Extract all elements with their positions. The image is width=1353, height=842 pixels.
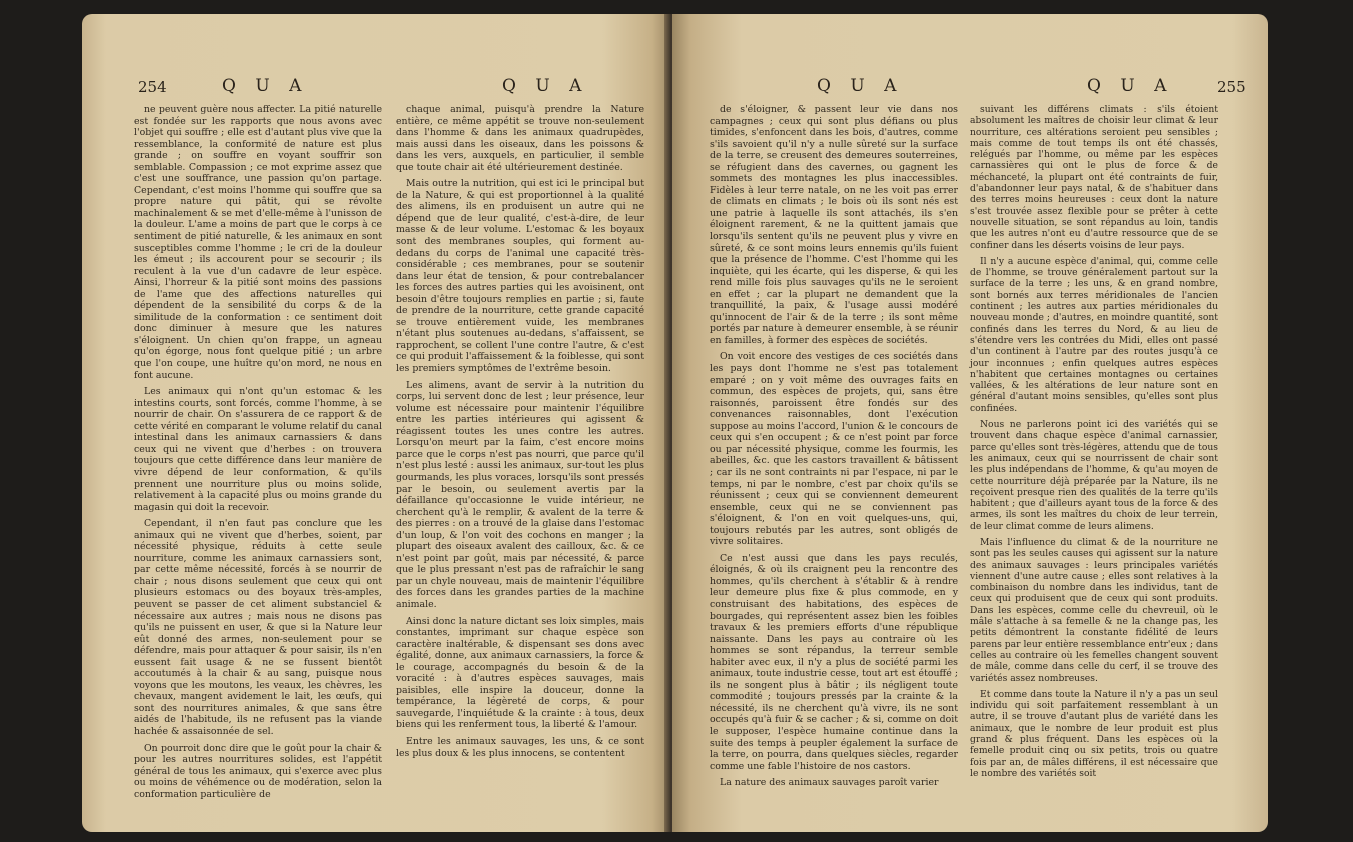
paragraph: chaque animal, puisqu'à prendre la Nature entière, ce même appétit se trouve non-seulement dans l'homme & dans les animaux quadrupèdes, mais aussi dans les oiseaux, dans les poissons & dans les vers, auxquels, en particulier, il semble que toute chair ait été ultérieurement destinée.: [396, 104, 644, 173]
running-head: Q U A: [1087, 76, 1174, 96]
paragraph: On voit encore des vestiges de ces sociétés dans les pays dont l'homme ne s'est pas totalement emparé ; on y voit même des ouvrages faits en commun, des espèces de projets, qui, sans être raisonnés, paroissent être fondés sur des convenances raisonnables, dont l'exécution suppose au moins l'accord, l'union & le concours de ceux qui s'en occupent ; & ce n'est point par force ou par nécessité physique, comme les fourmis, les abeilles, &c. que les castors travaillent & bâtissent ; car ils ne sont contraints ni par l'espace, ni par le temps, ni par le nombre, c'est par choix qu'ils se réunissent ; ceux qui se conviennent demeurent ensemble, ceux qui ne se conviennent pas s'éloignent, & l'on en voit quelques-uns, qui, toujours rebutés par les autres, sont obligés de vivre solitaires.: [710, 351, 958, 548]
paragraph: de s'éloigner, & passent leur vie dans nos campagnes ; ceux qui sont plus défians ou plus timides, s'enfoncent dans les bois, d'autres, comme s'ils savoient qu'il n'y a nulle sûreté sur la surface de la terre, se creusent des demeures souterreines, se réfugient dans des cavernes, ou gagnent les sommets des montagnes les plus inaccessibles. Fidèles à leur terre natale, on ne les voit pas errer de climats en climats ; le bois où ils sont nés est une patrie à laquelle ils sont attachés, ils s'en éloignent rarement, & ne la quittent jamais que lorsqu'ils sentent qu'ils ne peuvent plus y vivre en sûreté, & ce sont moins leurs ennemis qu'ils fuient que la présence de l'homme. C'est l'homme qui les inquiète, qui les écarte, qui les disperse, & qui les rend mille fois plus sauvages qu'ils ne le seroient en effet ; car la plupart ne demandent que la tranquillité, la paix, & l'usage aussi modéré qu'innocent de l'air & de la terre ; ils sont même portés par nature à demeurer ensemble, à se réunir en familles, à former des espèces de sociétés.: [710, 104, 958, 346]
text-column-right-a: [710, 104, 958, 789]
left-page: [82, 14, 670, 832]
paragraph: Cependant, il n'en faut pas conclure que les animaux qui ne vivent que d'herbes, soient, par nécessité physique, réduits à cette seule nourriture, comme les animaux carnassiers sont, par cette même nécessité, forcés à se nourrir de chair ; nous disons seulement que ceux qui ont plusieurs estomacs ou des boyaux très-amples, peuvent se passer de cet aliment substanciel & nécessaire aux autres ; mais nous ne disons pas qu'ils ne puissent en user, & que si la Nature leur eût donné des armes, non-seulement pour se défendre, mais pour attaquer & pour saisir, ils n'en eussent fait usage & ne se fussent bientôt accoutumés à la chair & au sang, puisque nous voyons que les moutons, les veaux, les chèvres, les chevaux, mangent avidement le lait, les œufs, qui sont des nourritures animales, & que sans être aidés de l'habitude, ils ne refusent pas la viande hachée & assaisonnée de sel.: [134, 518, 382, 737]
text-column-right-b: [970, 104, 1218, 779]
paragraph: Et comme dans toute la Nature il n'y a pas un seul individu qui soit parfaitement ressemblant à un autre, il se trouve d'autant plus de variété dans les animaux, que le nombre de leur produit est plus grand & plus fréquent. Dans les espèces où la femelle produit cinq ou six petits, trois ou quatre fois par an, de mâles différens, il est nécessaire que le nombre des variétés soit: [970, 688, 1218, 779]
paragraph: Les animaux qui n'ont qu'un estomac & les intestins courts, sont forcés, comme l'homme, à se nourrir de chair. On s'assurera de ce rapport & de cette vérité en comparant le volume relatif du canal intestinal dans les animaux carnassiers & dans ceux qui ne vivent que d'herbes : on trouvera toujours que cette différence dans leur manière de vivre dépend de leur conformation, & qu'ils prennent une nourriture plus ou moins solide, relativement à la capacité plus ou moins grande du magasin qui doit la recevoir.: [134, 386, 382, 513]
running-head: Q U A: [502, 76, 589, 96]
text-column-left-b: [396, 104, 644, 759]
paragraph: On pourroit donc dire que le goût pour la chair & pour les autres nourritures solides, est l'appétit général de tous les animaux, qui s'exerce avec plus ou moins de véhémence ou de modération, selon la conformation particulière de: [134, 742, 382, 800]
paragraph: Entre les animaux sauvages, les uns, & ce sont les plus doux & les plus innocens, se contentent: [396, 735, 644, 759]
paragraph: Ce n'est aussi que dans les pays reculés, éloignés, & où ils craignent peu la rencontre des hommes, qu'ils cherchent à s'établir & à rendre leur demeure plus fixe & plus commode, en y construisant des habitations, des espèces de bourgades, qui représentent assez bien les foibles travaux & les premiers efforts d'une république naissante. Dans les pays au contraire où les hommes se sont répandus, la terreur semble habiter avec eux, il n'y a plus de société parmi les animaux, toute industrie cesse, tout art est étouffé ; ils ne songent plus à bâtir ; ils négligent toute commodité ; toujours pressés par la crainte & la nécessité, ils ne cherchent qu'à vivre, ils ne sont occupés qu'à fuir & se cacher ; & si, comme on doit le supposer, l'espèce humaine continue dans la suite des temps à peupler également la surface de la terre, on pourra, dans quelques siècles, regarder comme une fable l'histoire de nos castors.: [710, 552, 958, 772]
paragraph: ne peuvent guère nous affecter. La pitié naturelle est fondée sur les rapports que nous avons avec l'objet qui souffre ; elle est d'autant plus vive que la ressemblance, la conformité de nature est plus grande ; on souffre en voyant souffrir son semblable. Compassion ; ce mot exprime assez que c'est une souffrance, une passion qu'on partage. Cependant, c'est moins l'homme qui souffre que sa propre nature qui pâtit, qui se révolte machinalement & se met d'elle-même à l'unisson de la douleur. L'ame a moins de part que le corps à ce sentiment de pitié naturelle, & les animaux en sont susceptibles comme l'homme ; le cri de la douleur les émeut ; ils accourent pour se secourir ; ils reculent à la vue d'un cadavre de leur espèce. Ainsi, l'horreur & la pitié sont moins des passions de l'ame que des affections naturelles qui dépendent de la sensibilité du corps & de la similitude de la conformation : ce sentiment doit donc diminuer à mesure que les natures s'éloignent. Un chien qu'on frappe, un agneau qu'on égorge, nous font quelque pitié ; un arbre que l'on coupe, une huître qu'on mord, ne nous en font aucune.: [134, 104, 382, 381]
paragraph: La nature des animaux sauvages paroît varier: [720, 777, 939, 789]
paragraph: suivant les différens climats : s'ils étoient absolument les maîtres de choisir leur climat & leur nourriture, ces altérations seroient peu sensibles ; mais comme de tout temps ils ont été chassés, relégués par l'homme, ou même par les espèces carnassières qui ont le plus de force & de méchanceté, la plupart ont été contraints de fuir, d'abandonner leur pays natal, & de s'habituer dans des terres moins heureuses : ceux dont la nature s'est trouvée assez flexible pour se prêter à cette nouvelle situation, se sont répandus au loin, tandis que les autres n'ont eu d'autre ressource que de se confiner dans les déserts voisins de leur pays.: [970, 104, 1218, 251]
right-page: [672, 14, 1268, 832]
paragraph: Ainsi donc la nature dictant ses loix simples, mais constantes, imprimant sur chaque espèce son caractère inaltérable, & dispensant ses dons avec égalité, donne, aux animaux carnassiers, la force & le courage, accompagnés du besoin & de la voracité : à d'autres espèces sauvages, mais paisibles, elle inspire la douceur, donne la tempérance, la légèreté de corps, & pour sauvegarde, l'inquiétude & la crainte : à tous, deux biens qui les renferment tous, la liberté & l'amour.: [396, 615, 644, 731]
paragraph: Il n'y a aucune espèce d'animal, qui, comme celle de l'homme, se trouve généralement partout sur la surface de la terre ; les uns, & en grand nombre, sont bornés aux terres méridionales de l'ancien continent ; les autres aux parties méridionales du nouveau monde ; d'autres, en moindre quantité, sont confinés dans les terres du Nord, & au lieu de s'étendre vers les contrées du Midi, elles ont passé d'un continent à l'autre par des routes jusqu'à ce jour inconnues ; enfin quelques autres espèces n'habitent que certaines montagnes ou certaines vallées, & les altérations de leur nature sont en général d'autant moins sensibles, qu'elles sont plus confinées.: [970, 255, 1218, 414]
running-head: Q U A: [222, 76, 309, 96]
paragraph: Mais l'influence du climat & de la nourriture ne sont pas les seules causes qui agissent sur la nature des animaux sauvages : leurs principales variétés viennent d'une autre cause ; elles sont relatives à la combinaison du nombre dans les individus, tant de ceux qui produisent que de ceux qui sont produits. Dans les espèces, comme celle du chevreuil, où le mâle s'attache à sa femelle & ne la change pas, les petits démontrent la constante fidélité de leurs parens par leur entière ressemblance entr'eux ; dans celles au contraire où les femelles changent souvent de mâle, comme dans celle du cerf, il se trouve des variétés assez nombreuses.: [970, 536, 1218, 684]
paragraph: Les alimens, avant de servir à la nutrition du corps, lui servent donc de lest ; leur présence, leur volume est nécessaire pour maintenir l'équilibre entre les parties intérieures qui agissent & réagissent toutes les unes contre les autres. Lorsqu'on meurt par la faim, c'est encore moins parce que le corps n'est pas nourri, que parce qu'il n'est plus lesté : aussi les animaux, sur-tout les plus gourmands, les plus voraces, lorsqu'ils sont pressés par le besoin, ou seulement avertis par la défaillance qu'occasionne le vuide intérieur, ne cherchent qu'à le remplir, & avalent de la terre & des pierres : on a trouvé de la glaise dans l'estomac d'un loup, & l'on voit des cochons en manger ; la plupart des oiseaux avalent des cailloux, &c. & ce n'est point par goût, mais par nécessité, & parce que le plus pressant n'est pas de rafraîchir le sang par un chyle nouveau, mais de maintenir l'équilibre des forces dans les grandes parties de la machine animale.: [396, 379, 644, 610]
text-column-left-a: [134, 104, 382, 800]
running-head: Q U A: [817, 76, 904, 96]
page-number-left: 254: [138, 78, 167, 96]
paragraph: Nous ne parlerons point ici des variétés qui se trouvent dans chaque espèce d'animal carnassier, parce qu'elles sont très-légères, attendu que de tous les animaux, ceux qui se nourrissent de chair sont les plus indépendans de l'homme, & qu'au moyen de cette nourriture déjà préparée par la Nature, ils ne reçoivent presque rien des qualités de la terre qu'ils habitent ; que d'ailleurs ayant tous de la force & des armes, ils sont les maîtres du choix de leur terrein, de leur climat comme de leurs alimens.: [970, 419, 1218, 532]
page-number-right: 255: [1217, 78, 1246, 96]
paragraph: Mais outre la nutrition, qui est ici le principal but de la Nature, & qui est proportionnel à la qualité des alimens, ils en produisent un autre qui ne dépend que de leur qualité, c'est-à-dire, de leur masse & de leur volume. L'estomac & les boyaux sont des membranes souples, qui forment au-dedans du corps de l'animal une capacité très-considérable ; ces membranes, pour se soutenir dans leur état de tension, & pour contrebalancer les forces des autres parties qui les avoisinent, ont besoin d'être toujours remplies en partie ; si, faute de prendre de la nourriture, cette grande capacité se trouve entièrement vuide, les membranes n'étant plus soutenues au-dedans, s'affaissent, se rapprochent, se collent l'une contre l'autre, & c'est ce qui produit l'affaissement & la foiblesse, qui sont les premiers symptômes de l'extrême besoin.: [396, 178, 644, 375]
